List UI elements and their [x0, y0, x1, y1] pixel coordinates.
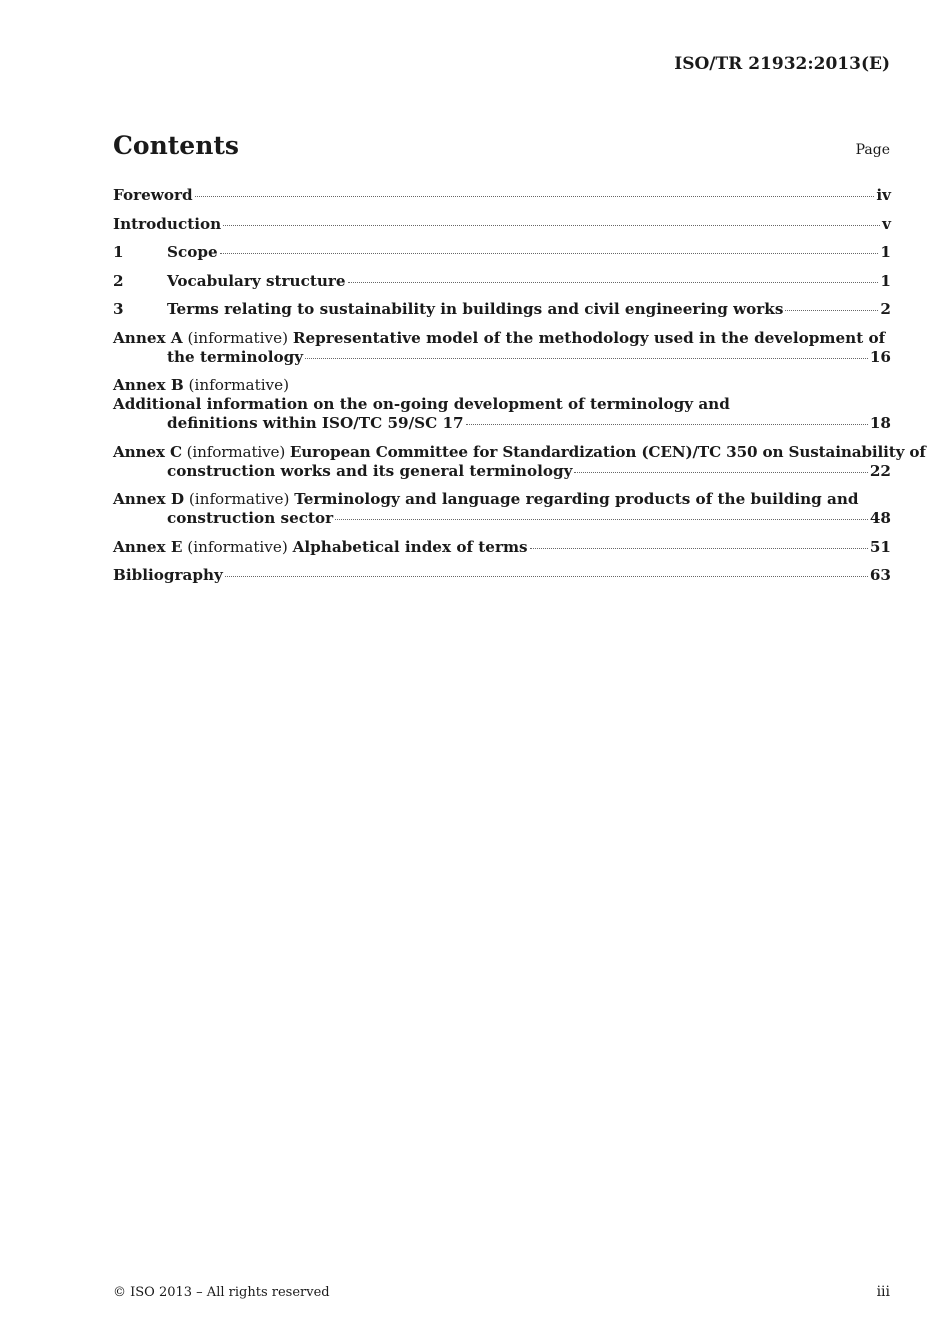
dot-leader	[785, 310, 878, 311]
annex-prefix: Annex D	[113, 490, 185, 508]
annex-type: (informative)	[188, 376, 290, 394]
toc-entry-annex-d[interactable]	[113, 490, 891, 528]
toc-entry-label-continued: construction works and its general terminology	[167, 461, 573, 480]
toc-page-number: 63	[869, 566, 891, 584]
annex-type: (informative)	[187, 537, 288, 556]
toc-entry-annex-a[interactable]	[113, 329, 891, 367]
toc-entry-label: Vocabulary structure	[167, 271, 346, 290]
toc-entry-bibliography[interactable]	[113, 566, 891, 585]
toc-page-number: 1	[880, 243, 891, 261]
page-column-label: Page	[855, 142, 890, 158]
toc-entry-foreword[interactable]	[113, 186, 891, 205]
toc-section-number: 3	[113, 300, 124, 318]
annex-prefix: Annex E	[113, 537, 183, 556]
toc-page-number: 1	[880, 271, 891, 290]
toc-entry-label: Alphabetical index of terms	[292, 537, 528, 556]
toc-entry-label: Foreword	[113, 186, 193, 204]
page-number: iii	[876, 1284, 890, 1300]
dot-leader	[466, 424, 868, 425]
annex-type: (informative)	[187, 328, 288, 347]
dot-leader	[220, 253, 879, 254]
toc-page-number: v	[882, 214, 891, 233]
annex-prefix: Annex A	[113, 328, 183, 347]
annex-prefix: Annex B	[113, 376, 184, 394]
dot-leader	[574, 472, 867, 473]
dot-leader	[348, 282, 879, 283]
dot-leader	[225, 576, 868, 577]
annex-prefix: Annex C	[113, 442, 182, 461]
toc-entry-label: Terminology and language regarding products of the building and	[294, 490, 859, 508]
toc-entry-label: Additional information on the on-going development of terminology and	[113, 395, 730, 413]
copyright-notice: © ISO 2013 – All rights reserved	[113, 1285, 330, 1300]
dot-leader	[335, 519, 868, 520]
toc-entry-introduction[interactable]	[113, 215, 891, 234]
toc-entry-label: Introduction	[113, 214, 222, 233]
toc-entry-annex-c[interactable]	[113, 442, 926, 481]
toc-entry-label-continued: the terminology	[167, 347, 304, 366]
toc-entry-label-continued: definitions within ISO/TC 59/SC 17	[167, 414, 464, 432]
toc-section-number: 1	[113, 243, 124, 261]
toc-entry-terms[interactable]	[113, 300, 891, 319]
table-of-contents	[113, 186, 926, 595]
toc-entry-label: European Committee for Standardization (CEN)/TC 350 on Sustainability of	[289, 442, 926, 461]
annex-type: (informative)	[186, 442, 286, 461]
dot-leader	[530, 548, 868, 549]
toc-entry-label: Bibliography	[113, 566, 223, 584]
toc-entry-annex-b[interactable]	[113, 376, 891, 433]
toc-page-number: 2	[880, 300, 891, 318]
toc-page-number: iv	[876, 186, 891, 204]
toc-entry-label: Scope	[167, 243, 218, 261]
dot-leader	[223, 225, 880, 226]
toc-section-number: 2	[113, 271, 124, 290]
toc-entry-annex-e[interactable]	[113, 538, 891, 557]
toc-page-number: 22	[869, 461, 891, 480]
toc-page-number: 51	[869, 537, 891, 556]
annex-type: (informative)	[188, 490, 290, 508]
dot-leader	[195, 196, 875, 197]
toc-page-number: 18	[869, 414, 891, 432]
toc-entry-vocabulary-structure[interactable]	[113, 272, 891, 291]
dot-leader	[305, 358, 868, 359]
toc-entry-label: Terms relating to sustainability in buildings and civil engineering works	[167, 300, 784, 318]
toc-entry-label: Representative model of the methodology used in the development of	[292, 328, 886, 347]
toc-entry-scope[interactable]	[113, 243, 891, 262]
document-id: ISO/TR 21932:2013(E)	[674, 54, 890, 74]
page-title: Contents	[113, 131, 240, 160]
toc-page-number: 16	[869, 347, 891, 366]
toc-entry-label-continued: construction sector	[167, 509, 334, 527]
toc-page-number: 48	[869, 509, 891, 527]
